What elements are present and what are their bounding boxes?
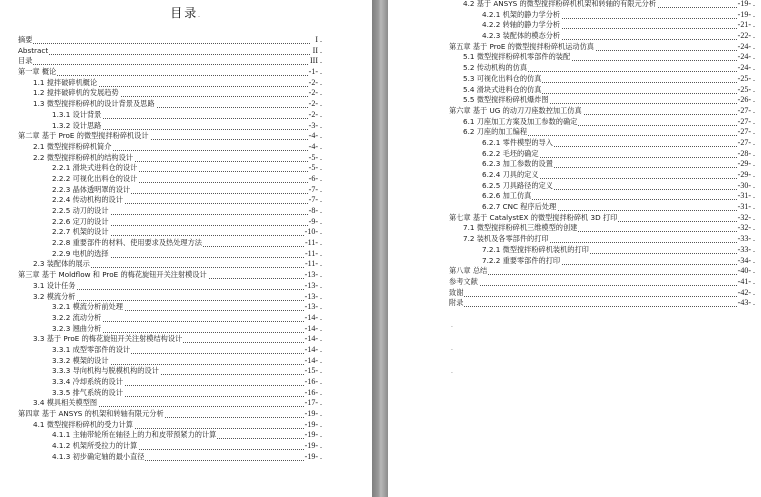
toc-entry-page: -40- . — [737, 266, 755, 276]
toc-entry-page: -29- . — [737, 170, 755, 179]
toc-entry[interactable] — [388, 42, 761, 53]
toc-entry-page: -30- . — [737, 180, 755, 190]
toc-entry[interactable] — [0, 324, 372, 335]
toc-entry-text: 3.2.1 模流分析前处理 — [52, 302, 123, 312]
toc-entry-page: -13- . — [304, 270, 322, 280]
toc-entry-page: -27- . — [737, 137, 755, 147]
toc-entry-text: 摘要 — [18, 35, 33, 44]
toc-leader-dots — [449, 298, 739, 307]
toc-entry-page: -42- . — [737, 287, 755, 297]
toc-entry[interactable] — [0, 227, 372, 238]
toc-entry-text: 1.2 搅拌破碎机的发展趋势 — [33, 88, 119, 98]
toc-entry-page: -7- . — [308, 195, 322, 205]
toc-entry[interactable] — [0, 185, 372, 196]
toc-entry-page: -24- . — [737, 52, 755, 62]
toc-entry-page: -24- . — [737, 41, 755, 51]
toc-entry-page: -17- . — [304, 398, 322, 408]
toc-entry[interactable] — [388, 85, 761, 96]
toc-entry-page: -24- . — [737, 63, 755, 73]
toc-entry[interactable] — [0, 302, 372, 313]
toc-entry-text: 1.3.1 设计背景 — [52, 109, 102, 119]
toc-entry-text: 2.2.3 晶体透明罩的设计 — [52, 184, 131, 194]
toc-entry-page: -34- . — [737, 255, 755, 265]
toc-entry[interactable] — [388, 266, 761, 277]
toc-entry-page: -8- . — [308, 206, 322, 215]
toc-entry-page: -29- . — [737, 159, 755, 169]
toc-entry[interactable] — [388, 127, 761, 138]
toc-entry-page: -15- . — [304, 366, 322, 376]
toc-entry-text: 6.1 刀座加工方案及加工参数的确定 — [463, 116, 578, 126]
toc-entry-text: 目录 — [18, 56, 33, 66]
toc-entry-text: 7.2 装机及各零部件的打印 — [463, 234, 549, 244]
toc-entry-page: -10- . — [304, 227, 322, 237]
toc-entry[interactable] — [0, 67, 372, 78]
toc-entry-page: -2- . — [308, 77, 322, 87]
toc-entry-text: 4.2.1 机架的静力学分析 — [482, 9, 561, 19]
toc-entry-text: 2.3 装配体的展示 — [33, 259, 90, 269]
toc-entry[interactable] — [0, 131, 372, 142]
toc-entry[interactable] — [0, 163, 372, 174]
toc-entry-text: 4.1.1 主轴带轮所在轴径上的力和皮带预紧力的计算 — [52, 430, 217, 440]
toc-entry-page: -1- . — [308, 67, 322, 77]
toc-entry[interactable] — [388, 170, 761, 181]
toc-entry-page: -14- . — [304, 355, 322, 365]
toc-entry[interactable] — [388, 20, 761, 31]
toc-entry[interactable] — [0, 441, 372, 452]
toc-entry[interactable] — [0, 195, 372, 206]
toc-entry-page: -13- . — [304, 280, 322, 290]
toc-entry-text: 4.2 基于 ANSYS 的微型搅拌粉碎机机架和转轴的有限元分析 — [463, 0, 657, 8]
toc-entry[interactable] — [388, 256, 761, 267]
toc-entry[interactable] — [0, 142, 372, 153]
toc-entry-text: 4.1.2 机架所受拉力的计算 — [52, 441, 138, 451]
toc-entry-text: 7.1 微型搅拌粉碎机三维模型的创建 — [463, 223, 578, 233]
paragraph-mark: . — [451, 322, 453, 329]
toc-entry-text: 3.3.1 成型零部件的设计 — [52, 344, 131, 354]
toc-entry-text: 3.3.4 冷却系统的设计 — [52, 377, 123, 386]
toc-entry-text: 第二章 基于 ProE 的微型搅拌粉碎机设计 — [18, 131, 149, 141]
toc-entry[interactable] — [0, 366, 372, 377]
toc-leader-dots — [449, 277, 739, 286]
toc-entry[interactable] — [388, 191, 761, 202]
toc-entry-text: 5.1 微型搅拌粉碎机零部件的装配 — [463, 52, 571, 62]
toc-entry-page: -2- . — [308, 88, 322, 98]
toc-entry-text: 2.2.9 电机的选择 — [52, 248, 109, 258]
toc-entry-page: -41- . — [737, 276, 755, 286]
toc-entry-page: -28- . — [737, 148, 755, 158]
toc-entry-page: -14- . — [304, 334, 322, 344]
toc-entry[interactable] — [0, 238, 372, 249]
toc-entry-text: 1.3 微型搅拌粉碎机的设计背景及思路 — [33, 99, 155, 109]
toc-entry[interactable] — [0, 345, 372, 356]
toc-entry[interactable] — [0, 334, 372, 345]
toc-entry[interactable] — [388, 52, 761, 63]
toc-entry-text: 3.2.3 翘曲分析 — [52, 323, 102, 333]
toc-entry-text: 5.4 滑块式进料仓的仿真 — [463, 84, 542, 94]
toc-entry-text: 6.2.3 加工参数的设置 — [482, 159, 553, 169]
toc-entry-page: -11- . — [304, 238, 322, 248]
toc-entry-text: 4.2.2 转轴的静力学分析 — [482, 20, 561, 30]
toc-entry[interactable] — [0, 46, 372, 57]
toc-entry-text: 3.3.3 导向机构与脱模机构的设计 — [52, 366, 159, 376]
toc-entry-text: 6.2.1 零件模型的导入 — [482, 137, 553, 147]
toc-entry[interactable] — [388, 213, 761, 224]
toc-entry[interactable] — [0, 409, 372, 420]
toc-entry-page: -14- . — [304, 344, 322, 354]
toc-entry-text: 2.2.2 可视化出料仓的设计 — [52, 173, 138, 183]
toc-entry-page: -2- . — [308, 109, 322, 119]
toc-entry-text: 2.2 微型搅拌粉碎机的结构设计 — [33, 152, 133, 162]
toc-entry-page: -27- . — [737, 105, 755, 115]
toc-entry-text: 第六章 基于 UG 的动刀刀座数控加工仿真 — [449, 105, 582, 115]
toc-entry-text: 附录 — [449, 298, 464, 308]
toc-list-left — [0, 35, 372, 463]
toc-entry-text: 6.2.2 毛坯的确定 — [482, 148, 539, 158]
toc-entry[interactable] — [388, 288, 761, 299]
toc-entry[interactable] — [388, 63, 761, 74]
toc-entry-text: 6.2.5 刀具路径的定义 — [482, 180, 553, 190]
toc-entry[interactable] — [0, 88, 372, 99]
toc-leader-dots — [449, 288, 739, 297]
toc-entry-page: -19- . — [304, 419, 322, 429]
toc-entry-page: -2- . — [308, 99, 322, 109]
toc-entry-text: 2.2.6 定刀的设计 — [52, 216, 109, 226]
toc-entry[interactable] — [0, 206, 372, 217]
toc-entry-page: -19- . — [304, 409, 322, 419]
toc-entry[interactable] — [0, 452, 372, 463]
toc-entry[interactable] — [0, 281, 372, 292]
toc-entry-page: -22- . — [737, 31, 755, 41]
toc-entry[interactable] — [0, 313, 372, 324]
toc-entry[interactable] — [0, 430, 372, 441]
toc-entry[interactable] — [0, 78, 372, 89]
toc-entry[interactable] — [0, 35, 372, 46]
toc-entry-text: 7.2.1 微型搅拌粉碎机装机的打印 — [482, 244, 589, 254]
toc-entry-text: 6.2.7 CNC 程序后处理 — [482, 202, 557, 212]
toc-entry-text: 6.2 刀座的加工编程 — [463, 127, 528, 137]
toc-entry-text: 2.2.1 滑块式进料仓的设计 — [52, 163, 138, 173]
toc-entry[interactable] — [0, 99, 372, 110]
toc-entry[interactable] — [388, 10, 761, 21]
toc-entry-text: 3.3 基于 ProE 的梅花旋钮开关注射模结构设计 — [33, 334, 183, 344]
toc-entry[interactable] — [0, 110, 372, 121]
toc-entry-text: 4.2.3 装配体的模态分析 — [482, 31, 561, 41]
toc-entry-page: -16- . — [304, 377, 322, 386]
toc-entry-page: -13- . — [304, 291, 322, 301]
toc-entry-page: -14- . — [304, 312, 322, 322]
toc-entry[interactable] — [0, 388, 372, 399]
toc-entry-text: 2.2.5 动刀的设计 — [52, 206, 109, 215]
toc-entry-page: -14- . — [304, 323, 322, 333]
toc-entry-page: -4- . — [308, 141, 322, 151]
toc-entry-page: -19- . — [304, 430, 322, 440]
toc-entry-page: -25- . — [737, 73, 755, 83]
toc-entry[interactable] — [0, 249, 372, 260]
toc-entry-page: II . — [312, 45, 322, 55]
toc-entry-page: -25- . — [737, 84, 755, 94]
toc-entry[interactable] — [388, 202, 761, 213]
toc-entry[interactable] — [0, 174, 372, 185]
toc-entry-page: -26- . — [737, 95, 755, 105]
toc-entry[interactable] — [388, 74, 761, 85]
toc-entry-page: -9- . — [308, 216, 322, 226]
toc-entry-text: 3.3.5 排气系统的设计 — [52, 387, 123, 397]
toc-entry-page: -32- . — [737, 212, 755, 222]
toc-entry[interactable] — [388, 31, 761, 42]
toc-entry-page: -33- . — [737, 244, 755, 254]
toc-entry-page: -27- . — [737, 116, 755, 126]
toc-entry[interactable] — [0, 356, 372, 367]
toc-entry-page: -21- . — [737, 20, 755, 30]
toc-entry-text: 4.1.3 初步确定轴的最小直径 — [52, 451, 145, 461]
toc-entry-page: -31- . — [737, 202, 755, 212]
toc-entry[interactable] — [388, 95, 761, 106]
toc-entry[interactable] — [388, 245, 761, 256]
toc-entry-page: -6- . — [308, 173, 322, 183]
paragraph-mark: . — [451, 368, 453, 375]
toc-entry-text: 第八章 总结 — [449, 266, 488, 276]
toc-leader-dots — [18, 35, 310, 44]
toc-entry-text: 致谢 — [449, 287, 464, 297]
toc-entry-text: 1.3.2 设计思路 — [52, 120, 102, 130]
toc-entry-text: 第七章 基于 CatalystEX 的微型搅拌粉碎机 3D 打印 — [449, 212, 618, 222]
toc-entry-text: 6.2.6 加工仿真 — [482, 191, 532, 201]
toc-leader-dots — [18, 67, 310, 76]
toc-entry-text: 2.2.8 重要部件的材料、使用要求及热处理方法 — [52, 238, 202, 248]
toc-entry[interactable] — [0, 56, 372, 67]
toc-entry-page: -19- . — [737, 9, 755, 19]
toc-entry-text: 3.2.2 流动分析 — [52, 312, 102, 322]
toc-entry-text: 3.1 设计任务 — [33, 280, 76, 290]
toc-entry-page: -27- . — [737, 127, 755, 137]
toc-entry-page: -16- . — [304, 387, 322, 397]
toc-entry-text: 第三章 基于 Moldflow 和 ProE 的梅花旋钮开关注射模设计 — [18, 270, 207, 280]
toc-entry[interactable] — [388, 106, 761, 117]
toc-entry-text: 7.2.2 重要零部件的打印 — [482, 255, 561, 265]
toc-entry[interactable] — [388, 223, 761, 234]
toc-entry-text: Abstract — [18, 45, 49, 55]
toc-entry-text: 第一章 概论 — [18, 67, 57, 77]
toc-entry-text: 1.1 搅拌破碎机概论 — [33, 77, 98, 87]
toc-entry-text: 第五章 基于 ProE 的微型搅拌粉碎机运动仿真 — [449, 41, 594, 51]
toc-entry-text: 3.3.2 模架的设计 — [52, 355, 109, 365]
toc-entry[interactable] — [388, 138, 761, 149]
toc-entry[interactable] — [0, 259, 372, 270]
toc-entry-text: 3.2 模流分析 — [33, 291, 76, 301]
toc-entry[interactable] — [0, 121, 372, 132]
toc-entry[interactable] — [388, 0, 761, 10]
toc-entry-page: -19- . — [304, 451, 322, 461]
toc-entry-page: -32- . — [737, 223, 755, 233]
toc-list-right — [388, 0, 761, 309]
toc-entry[interactable] — [0, 377, 372, 388]
toc-entry[interactable] — [388, 298, 761, 309]
toc-title — [0, 4, 372, 21]
toc-entry[interactable] — [388, 149, 761, 160]
toc-entry[interactable] — [0, 420, 372, 431]
toc-entry[interactable] — [0, 217, 372, 228]
toc-entry-text: 5.5 微型搅拌粉碎机爆炸图 — [463, 95, 549, 105]
document-page-left — [0, 0, 372, 497]
toc-entry-page: I . — [315, 35, 322, 44]
toc-entry[interactable] — [388, 277, 761, 288]
toc-entry[interactable] — [0, 153, 372, 164]
toc-entry-text: 4.1 微型搅拌粉碎机的受力计算 — [33, 419, 133, 429]
toc-entry-page: -5- . — [308, 152, 322, 162]
toc-entry-page: -43- . — [737, 298, 755, 308]
toc-entry[interactable] — [388, 117, 761, 128]
toc-entry[interactable] — [388, 234, 761, 245]
toc-entry[interactable] — [0, 270, 372, 281]
toc-entry[interactable] — [388, 159, 761, 170]
toc-leader-dots — [18, 56, 310, 65]
toc-entry-text: 参考文献 — [449, 276, 478, 286]
toc-entry[interactable] — [0, 398, 372, 409]
toc-entry-text: 5.2 传动机构的仿真 — [463, 63, 528, 73]
toc-entry-text: 3.4 模具相关模型图 — [33, 398, 98, 408]
toc-entry-page: -31- . — [737, 191, 755, 201]
toc-entry[interactable] — [0, 292, 372, 303]
toc-entry-text: 第四章 基于 ANSYS 的机架和转轴有限元分析 — [18, 409, 164, 419]
page-gutter — [372, 0, 388, 497]
toc-entry-page: -5- . — [308, 163, 322, 173]
toc-entry-text: 2.2.4 传动机构的设计 — [52, 195, 123, 205]
toc-entry-page: -19- . — [304, 441, 322, 451]
toc-entry-page: -11- . — [304, 248, 322, 258]
toc-title-mark: . — [198, 13, 202, 19]
toc-entry-text: 2.1 微型搅拌粉碎机简介 — [33, 141, 112, 151]
toc-leader-dots — [18, 46, 310, 55]
document-page-right — [388, 0, 761, 497]
paragraph-mark: . — [451, 345, 453, 352]
toc-leader-dots — [449, 266, 739, 275]
toc-entry-page: -4- . — [308, 131, 322, 141]
toc-entry-text: 5.3 可视化出料仓的仿真 — [463, 73, 542, 83]
toc-entry-page: -19- . — [737, 0, 755, 8]
toc-entry-page: -3- . — [308, 120, 322, 130]
toc-entry-text: 2.2.7 机架的设计 — [52, 227, 109, 237]
toc-title-text: 目录 — [170, 6, 199, 20]
toc-entry-page: -33- . — [737, 234, 755, 244]
toc-entry-text: 6.2.4 刀具的定义 — [482, 170, 539, 179]
toc-entry-page: III . — [310, 56, 322, 66]
toc-entry-page: -13- . — [304, 302, 322, 312]
toc-entry-page: -11- . — [304, 259, 322, 269]
toc-entry[interactable] — [388, 181, 761, 192]
toc-entry-page: -7- . — [308, 184, 322, 194]
